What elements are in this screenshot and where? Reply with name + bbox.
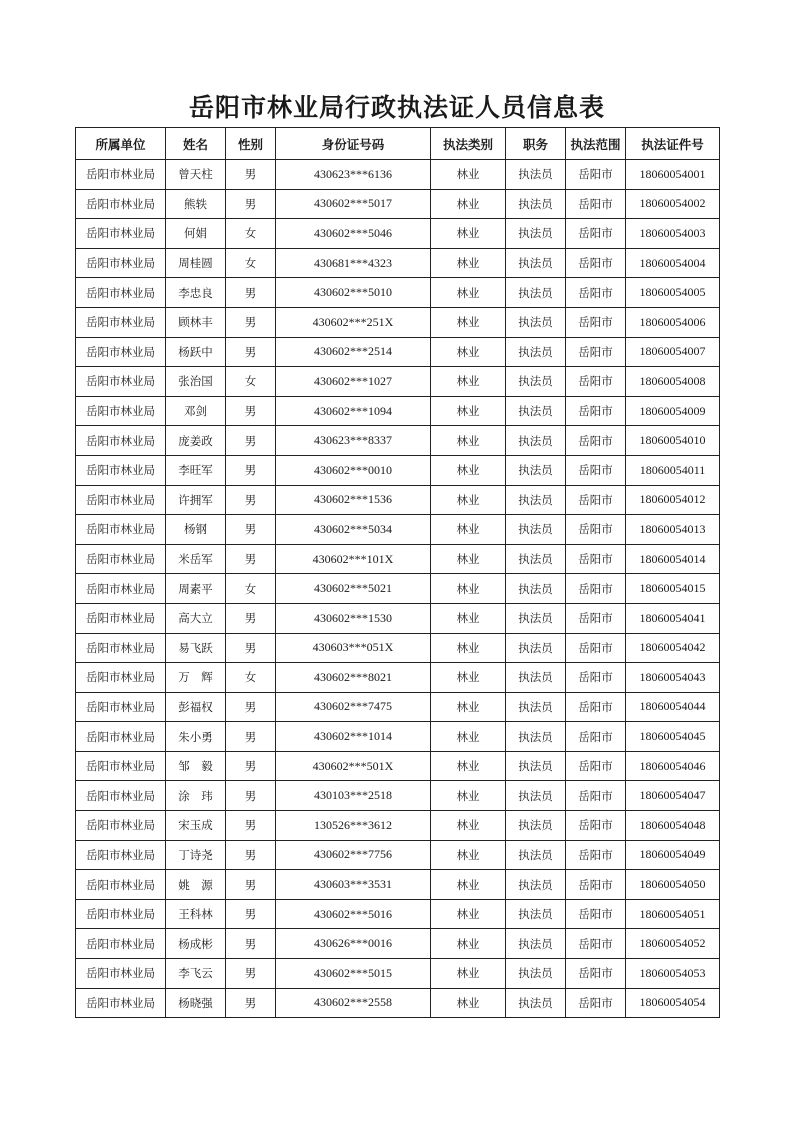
- position-cell: 执法员: [506, 751, 566, 781]
- header-certificate-number: 执法证件号: [626, 128, 720, 160]
- certificate-number-cell: 18060054005: [626, 278, 720, 308]
- gender-cell: 男: [226, 544, 276, 574]
- scope-cell: 岳阳市: [566, 160, 626, 190]
- header-name: 姓名: [166, 128, 226, 160]
- id-number-cell: 430623***6136: [276, 160, 431, 190]
- gender-cell: 女: [226, 367, 276, 397]
- certificate-number-cell: 18060054048: [626, 811, 720, 841]
- gender-cell: 男: [226, 455, 276, 485]
- position-cell: 执法员: [506, 544, 566, 574]
- table-row: [76, 988, 720, 1018]
- gender-cell: 男: [226, 396, 276, 426]
- scope-cell: 岳阳市: [566, 603, 626, 633]
- unit-cell: 岳阳市林业局: [76, 515, 166, 545]
- scope-cell: 岳阳市: [566, 278, 626, 308]
- category-cell: 林业: [431, 899, 506, 929]
- scope-cell: 岳阳市: [566, 219, 626, 249]
- table-row: [76, 544, 720, 574]
- certificate-number-cell: 18060054014: [626, 544, 720, 574]
- name-cell: 周桂圆: [166, 248, 226, 278]
- category-cell: 林业: [431, 663, 506, 693]
- id-number-cell: 430602***101X: [276, 544, 431, 574]
- category-cell: 林业: [431, 515, 506, 545]
- table-row: [76, 160, 720, 190]
- position-cell: 执法员: [506, 367, 566, 397]
- certificate-number-cell: 18060054004: [626, 248, 720, 278]
- gender-cell: 男: [226, 278, 276, 308]
- gender-cell: 女: [226, 219, 276, 249]
- gender-cell: 男: [226, 603, 276, 633]
- certificate-number-cell: 18060054046: [626, 751, 720, 781]
- category-cell: 林业: [431, 278, 506, 308]
- unit-cell: 岳阳市林业局: [76, 603, 166, 633]
- position-cell: 执法员: [506, 574, 566, 604]
- position-cell: 执法员: [506, 811, 566, 841]
- scope-cell: 岳阳市: [566, 307, 626, 337]
- position-cell: 执法员: [506, 929, 566, 959]
- name-cell: 曾天柱: [166, 160, 226, 190]
- gender-cell: 男: [226, 633, 276, 663]
- unit-cell: 岳阳市林业局: [76, 455, 166, 485]
- name-cell: 邹 毅: [166, 751, 226, 781]
- unit-cell: 岳阳市林业局: [76, 396, 166, 426]
- scope-cell: 岳阳市: [566, 840, 626, 870]
- position-cell: 执法员: [506, 840, 566, 870]
- position-cell: 执法员: [506, 396, 566, 426]
- id-number-cell: 430626***0016: [276, 929, 431, 959]
- position-cell: 执法员: [506, 278, 566, 308]
- name-cell: 张治国: [166, 367, 226, 397]
- category-cell: 林业: [431, 574, 506, 604]
- name-cell: 许拥军: [166, 485, 226, 515]
- name-cell: 万 辉: [166, 663, 226, 693]
- id-number-cell: 430602***5015: [276, 959, 431, 989]
- certificate-number-cell: 18060054050: [626, 870, 720, 900]
- id-number-cell: 430602***7475: [276, 692, 431, 722]
- unit-cell: 岳阳市林业局: [76, 367, 166, 397]
- scope-cell: 岳阳市: [566, 426, 626, 456]
- unit-cell: 岳阳市林业局: [76, 663, 166, 693]
- position-cell: 执法员: [506, 219, 566, 249]
- id-number-cell: 430602***0010: [276, 455, 431, 485]
- certificate-number-cell: 18060054041: [626, 603, 720, 633]
- name-cell: 杨钢: [166, 515, 226, 545]
- scope-cell: 岳阳市: [566, 455, 626, 485]
- position-cell: 执法员: [506, 426, 566, 456]
- category-cell: 林业: [431, 603, 506, 633]
- gender-cell: 男: [226, 485, 276, 515]
- category-cell: 林业: [431, 337, 506, 367]
- name-cell: 顾林丰: [166, 307, 226, 337]
- unit-cell: 岳阳市林业局: [76, 751, 166, 781]
- gender-cell: 男: [226, 929, 276, 959]
- unit-cell: 岳阳市林业局: [76, 959, 166, 989]
- name-cell: 周素平: [166, 574, 226, 604]
- category-cell: 林业: [431, 633, 506, 663]
- id-number-cell: 430623***8337: [276, 426, 431, 456]
- scope-cell: 岳阳市: [566, 485, 626, 515]
- name-cell: 熊轶: [166, 189, 226, 219]
- certificate-number-cell: 18060054002: [626, 189, 720, 219]
- id-number-cell: 430681***4323: [276, 248, 431, 278]
- certificate-number-cell: 18060054007: [626, 337, 720, 367]
- position-cell: 执法员: [506, 515, 566, 545]
- id-number-cell: 430602***251X: [276, 307, 431, 337]
- category-cell: 林业: [431, 870, 506, 900]
- id-number-cell: 430602***1530: [276, 603, 431, 633]
- scope-cell: 岳阳市: [566, 692, 626, 722]
- category-cell: 林业: [431, 811, 506, 841]
- position-cell: 执法员: [506, 160, 566, 190]
- table-row: [76, 929, 720, 959]
- gender-cell: 男: [226, 692, 276, 722]
- unit-cell: 岳阳市林业局: [76, 899, 166, 929]
- unit-cell: 岳阳市林业局: [76, 248, 166, 278]
- table-row: [76, 515, 720, 545]
- certificate-number-cell: 18060054049: [626, 840, 720, 870]
- scope-cell: 岳阳市: [566, 959, 626, 989]
- table-row: [76, 840, 720, 870]
- table-row: [76, 603, 720, 633]
- position-cell: 执法员: [506, 307, 566, 337]
- certificate-number-cell: 18060054008: [626, 367, 720, 397]
- gender-cell: 男: [226, 959, 276, 989]
- id-number-cell: 430602***1536: [276, 485, 431, 515]
- scope-cell: 岳阳市: [566, 633, 626, 663]
- name-cell: 李忠良: [166, 278, 226, 308]
- table-row: [76, 278, 720, 308]
- name-cell: 杨成彬: [166, 929, 226, 959]
- id-number-cell: 430602***8021: [276, 663, 431, 693]
- scope-cell: 岳阳市: [566, 248, 626, 278]
- table-row: [76, 959, 720, 989]
- name-cell: 朱小勇: [166, 722, 226, 752]
- table-row: [76, 633, 720, 663]
- certificate-number-cell: 18060054006: [626, 307, 720, 337]
- scope-cell: 岳阳市: [566, 899, 626, 929]
- certificate-number-cell: 18060054045: [626, 722, 720, 752]
- gender-cell: 男: [226, 870, 276, 900]
- id-number-cell: 430603***051X: [276, 633, 431, 663]
- category-cell: 林业: [431, 160, 506, 190]
- id-number-cell: 430602***2558: [276, 988, 431, 1018]
- category-cell: 林业: [431, 544, 506, 574]
- certificate-number-cell: 18060054044: [626, 692, 720, 722]
- table-row: [76, 219, 720, 249]
- name-cell: 何娟: [166, 219, 226, 249]
- gender-cell: 男: [226, 899, 276, 929]
- category-cell: 林业: [431, 959, 506, 989]
- position-cell: 执法员: [506, 899, 566, 929]
- gender-cell: 男: [226, 189, 276, 219]
- table-header-row: [76, 128, 720, 160]
- scope-cell: 岳阳市: [566, 811, 626, 841]
- category-cell: 林业: [431, 485, 506, 515]
- name-cell: 涂 玮: [166, 781, 226, 811]
- page-title: 岳阳市林业局行政执法证人员信息表: [188, 93, 605, 122]
- certificate-number-cell: 18060054001: [626, 160, 720, 190]
- unit-cell: 岳阳市林业局: [76, 722, 166, 752]
- scope-cell: 岳阳市: [566, 722, 626, 752]
- category-cell: 林业: [431, 426, 506, 456]
- id-number-cell: 430602***5021: [276, 574, 431, 604]
- unit-cell: 岳阳市林业局: [76, 219, 166, 249]
- header-enforcement-scope: 执法范围: [566, 128, 626, 160]
- certificate-number-cell: 18060054003: [626, 219, 720, 249]
- table-row: [76, 781, 720, 811]
- id-number-cell: 130526***3612: [276, 811, 431, 841]
- gender-cell: 女: [226, 574, 276, 604]
- category-cell: 林业: [431, 455, 506, 485]
- unit-cell: 岳阳市林业局: [76, 840, 166, 870]
- unit-cell: 岳阳市林业局: [76, 544, 166, 574]
- scope-cell: 岳阳市: [566, 367, 626, 397]
- table-row: [76, 751, 720, 781]
- scope-cell: 岳阳市: [566, 751, 626, 781]
- category-cell: 林业: [431, 692, 506, 722]
- scope-cell: 岳阳市: [566, 396, 626, 426]
- position-cell: 执法员: [506, 189, 566, 219]
- position-cell: 执法员: [506, 722, 566, 752]
- header-position: 职务: [506, 128, 566, 160]
- unit-cell: 岳阳市林业局: [76, 633, 166, 663]
- table-row: [76, 396, 720, 426]
- table-row: [76, 248, 720, 278]
- position-cell: 执法员: [506, 337, 566, 367]
- unit-cell: 岳阳市林业局: [76, 929, 166, 959]
- name-cell: 易飞跃: [166, 633, 226, 663]
- name-cell: 李旺军: [166, 455, 226, 485]
- unit-cell: 岳阳市林业局: [76, 870, 166, 900]
- id-number-cell: 430602***5046: [276, 219, 431, 249]
- category-cell: 林业: [431, 189, 506, 219]
- position-cell: 执法员: [506, 455, 566, 485]
- certificate-number-cell: 18060054010: [626, 426, 720, 456]
- table-row: [76, 426, 720, 456]
- certificate-number-cell: 18060054042: [626, 633, 720, 663]
- table-row: [76, 485, 720, 515]
- unit-cell: 岳阳市林业局: [76, 307, 166, 337]
- position-cell: 执法员: [506, 248, 566, 278]
- scope-cell: 岳阳市: [566, 189, 626, 219]
- table-row: [76, 189, 720, 219]
- position-cell: 执法员: [506, 692, 566, 722]
- table-row: [76, 722, 720, 752]
- header-unit: 所属单位: [76, 128, 166, 160]
- position-cell: 执法员: [506, 959, 566, 989]
- unit-cell: 岳阳市林业局: [76, 574, 166, 604]
- gender-cell: 男: [226, 426, 276, 456]
- id-number-cell: 430602***7756: [276, 840, 431, 870]
- scope-cell: 岳阳市: [566, 781, 626, 811]
- scope-cell: 岳阳市: [566, 988, 626, 1018]
- name-cell: 杨晓强: [166, 988, 226, 1018]
- name-cell: 宋玉成: [166, 811, 226, 841]
- category-cell: 林业: [431, 988, 506, 1018]
- category-cell: 林业: [431, 722, 506, 752]
- unit-cell: 岳阳市林业局: [76, 426, 166, 456]
- gender-cell: 男: [226, 515, 276, 545]
- certificate-number-cell: 18060054053: [626, 959, 720, 989]
- header-enforcement-category: 执法类别: [431, 128, 506, 160]
- gender-cell: 男: [226, 337, 276, 367]
- name-cell: 高大立: [166, 603, 226, 633]
- position-cell: 执法员: [506, 988, 566, 1018]
- name-cell: 邓剑: [166, 396, 226, 426]
- name-cell: 李飞云: [166, 959, 226, 989]
- position-cell: 执法员: [506, 633, 566, 663]
- scope-cell: 岳阳市: [566, 544, 626, 574]
- id-number-cell: 430602***5017: [276, 189, 431, 219]
- unit-cell: 岳阳市林业局: [76, 811, 166, 841]
- gender-cell: 女: [226, 663, 276, 693]
- certificate-number-cell: 18060054047: [626, 781, 720, 811]
- unit-cell: 岳阳市林业局: [76, 485, 166, 515]
- header-gender: 性别: [226, 128, 276, 160]
- certificate-number-cell: 18060054043: [626, 663, 720, 693]
- table-row: [76, 307, 720, 337]
- gender-cell: 男: [226, 840, 276, 870]
- certificate-number-cell: 18060054012: [626, 485, 720, 515]
- name-cell: 王科林: [166, 899, 226, 929]
- gender-cell: 男: [226, 811, 276, 841]
- gender-cell: 男: [226, 781, 276, 811]
- table-row: [76, 899, 720, 929]
- certificate-number-cell: 18060054009: [626, 396, 720, 426]
- id-number-cell: 430602***1014: [276, 722, 431, 752]
- name-cell: 丁诗尧: [166, 840, 226, 870]
- category-cell: 林业: [431, 840, 506, 870]
- category-cell: 林业: [431, 781, 506, 811]
- category-cell: 林业: [431, 396, 506, 426]
- table-row: [76, 692, 720, 722]
- unit-cell: 岳阳市林业局: [76, 781, 166, 811]
- scope-cell: 岳阳市: [566, 337, 626, 367]
- personnel-table: [75, 127, 720, 1018]
- position-cell: 执法员: [506, 663, 566, 693]
- scope-cell: 岳阳市: [566, 870, 626, 900]
- category-cell: 林业: [431, 219, 506, 249]
- id-number-cell: 430602***501X: [276, 751, 431, 781]
- name-cell: 姚 源: [166, 870, 226, 900]
- gender-cell: 男: [226, 722, 276, 752]
- table-row: [76, 870, 720, 900]
- gender-cell: 男: [226, 307, 276, 337]
- unit-cell: 岳阳市林业局: [76, 189, 166, 219]
- id-number-cell: 430602***5034: [276, 515, 431, 545]
- id-number-cell: 430602***1027: [276, 367, 431, 397]
- table-row: [76, 367, 720, 397]
- table-row: [76, 811, 720, 841]
- unit-cell: 岳阳市林业局: [76, 160, 166, 190]
- name-cell: 米岳军: [166, 544, 226, 574]
- position-cell: 执法员: [506, 781, 566, 811]
- table-row: [76, 574, 720, 604]
- name-cell: 杨跃中: [166, 337, 226, 367]
- category-cell: 林业: [431, 929, 506, 959]
- gender-cell: 男: [226, 160, 276, 190]
- certificate-number-cell: 18060054054: [626, 988, 720, 1018]
- id-number-cell: 430602***5010: [276, 278, 431, 308]
- name-cell: 庞姜政: [166, 426, 226, 456]
- certificate-number-cell: 18060054052: [626, 929, 720, 959]
- certificate-number-cell: 18060054015: [626, 574, 720, 604]
- category-cell: 林业: [431, 307, 506, 337]
- header-id-number: 身份证号码: [276, 128, 431, 160]
- gender-cell: 男: [226, 751, 276, 781]
- scope-cell: 岳阳市: [566, 574, 626, 604]
- id-number-cell: 430602***2514: [276, 337, 431, 367]
- gender-cell: 男: [226, 988, 276, 1018]
- category-cell: 林业: [431, 751, 506, 781]
- id-number-cell: 430103***2518: [276, 781, 431, 811]
- category-cell: 林业: [431, 248, 506, 278]
- table-row: [76, 455, 720, 485]
- certificate-number-cell: 18060054011: [626, 455, 720, 485]
- id-number-cell: 430603***3531: [276, 870, 431, 900]
- unit-cell: 岳阳市林业局: [76, 692, 166, 722]
- table-row: [76, 337, 720, 367]
- unit-cell: 岳阳市林业局: [76, 278, 166, 308]
- unit-cell: 岳阳市林业局: [76, 337, 166, 367]
- table-row: [76, 663, 720, 693]
- id-number-cell: 430602***5016: [276, 899, 431, 929]
- id-number-cell: 430602***1094: [276, 396, 431, 426]
- scope-cell: 岳阳市: [566, 515, 626, 545]
- position-cell: 执法员: [506, 603, 566, 633]
- position-cell: 执法员: [506, 485, 566, 515]
- position-cell: 执法员: [506, 870, 566, 900]
- scope-cell: 岳阳市: [566, 929, 626, 959]
- scope-cell: 岳阳市: [566, 663, 626, 693]
- certificate-number-cell: 18060054013: [626, 515, 720, 545]
- table-body: [76, 160, 720, 1018]
- category-cell: 林业: [431, 367, 506, 397]
- gender-cell: 女: [226, 248, 276, 278]
- unit-cell: 岳阳市林业局: [76, 988, 166, 1018]
- certificate-number-cell: 18060054051: [626, 899, 720, 929]
- name-cell: 彭福权: [166, 692, 226, 722]
